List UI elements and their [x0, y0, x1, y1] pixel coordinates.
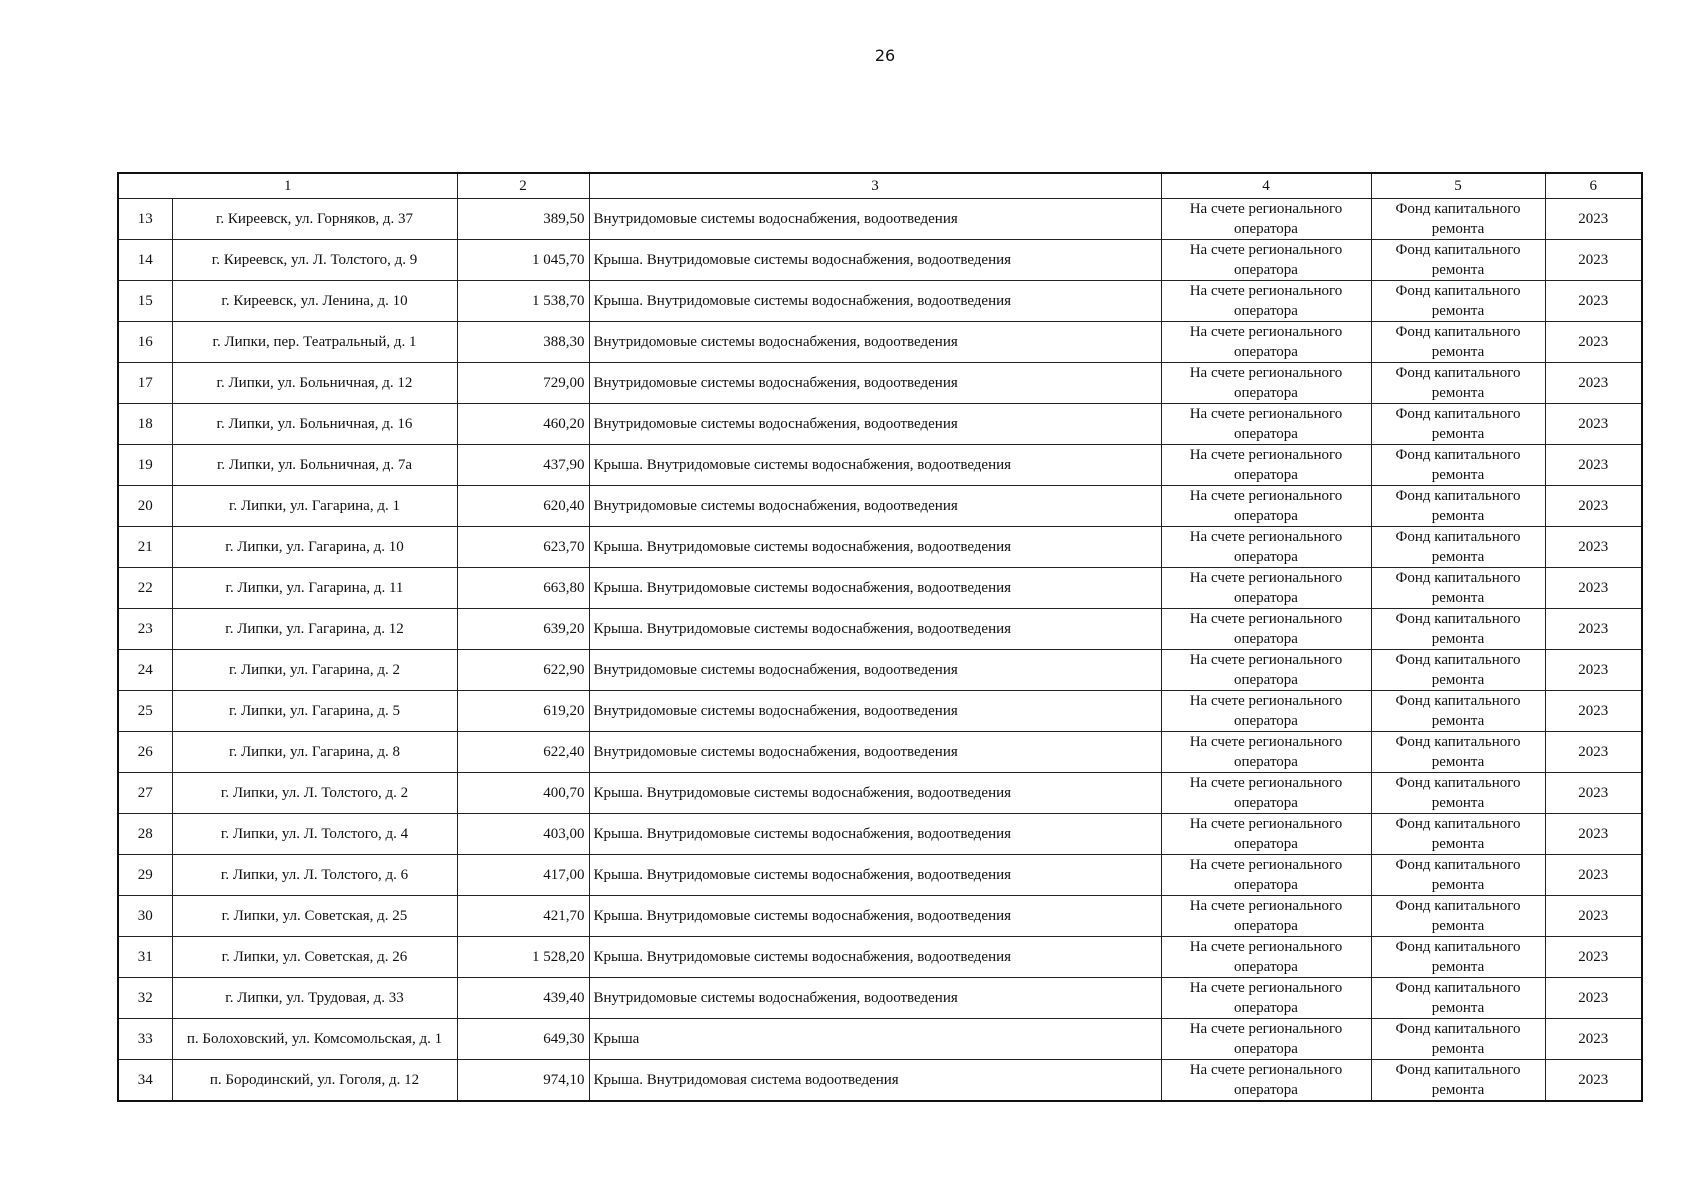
row-number: 29 [118, 855, 172, 896]
row-year: 2023 [1545, 281, 1642, 322]
row-account: На счете регионального оператора [1161, 1019, 1371, 1060]
table-body [118, 199, 1642, 1102]
row-area: 729,00 [457, 363, 589, 404]
row-source: Фонд капитального ремонта [1371, 773, 1545, 814]
row-number: 24 [118, 650, 172, 691]
row-source: Фонд капитального ремонта [1371, 199, 1545, 240]
row-year: 2023 [1545, 527, 1642, 568]
row-account: На счете регионального оператора [1161, 773, 1371, 814]
row-source: Фонд капитального ремонта [1371, 732, 1545, 773]
row-year: 2023 [1545, 240, 1642, 281]
table-row [118, 445, 1642, 486]
row-address: г. Липки, ул. Гагарина, д. 5 [172, 691, 457, 732]
row-account: На счете регионального оператора [1161, 650, 1371, 691]
row-account: На счете регионального оператора [1161, 568, 1371, 609]
row-area: 437,90 [457, 445, 589, 486]
row-address: г. Липки, ул. Советская, д. 26 [172, 937, 457, 978]
table-row [118, 896, 1642, 937]
row-year: 2023 [1545, 855, 1642, 896]
row-address: г. Киреевск, ул. Горняков, д. 37 [172, 199, 457, 240]
row-works: Внутридомовые системы водоснабжения, водоотведения [589, 199, 1161, 240]
row-number: 32 [118, 978, 172, 1019]
row-address: г. Липки, ул. Л. Толстого, д. 4 [172, 814, 457, 855]
row-address: п. Бородинский, ул. Гоголя, д. 12 [172, 1060, 457, 1102]
row-number: 14 [118, 240, 172, 281]
table-row [118, 281, 1642, 322]
row-works: Внутридомовые системы водоснабжения, водоотведения [589, 486, 1161, 527]
row-year: 2023 [1545, 978, 1642, 1019]
row-number: 17 [118, 363, 172, 404]
row-account: На счете регионального оператора [1161, 486, 1371, 527]
row-source: Фонд капитального ремонта [1371, 691, 1545, 732]
row-year: 2023 [1545, 404, 1642, 445]
table-row [118, 527, 1642, 568]
row-source: Фонд капитального ремонта [1371, 1060, 1545, 1102]
row-year: 2023 [1545, 1019, 1642, 1060]
row-works: Внутридомовые системы водоснабжения, водоотведения [589, 732, 1161, 773]
row-source: Фонд капитального ремонта [1371, 650, 1545, 691]
row-source: Фонд капитального ремонта [1371, 281, 1545, 322]
table-row [118, 486, 1642, 527]
header-col-4: 4 [1161, 173, 1371, 199]
row-area: 439,40 [457, 978, 589, 1019]
row-area: 619,20 [457, 691, 589, 732]
row-number: 33 [118, 1019, 172, 1060]
header-col-1: 1 [118, 173, 457, 199]
row-area: 639,20 [457, 609, 589, 650]
row-account: На счете регионального оператора [1161, 527, 1371, 568]
row-works: Крыша. Внутридомовая система водоотведения [589, 1060, 1161, 1102]
row-works: Внутридомовые системы водоснабжения, водоотведения [589, 404, 1161, 445]
row-year: 2023 [1545, 609, 1642, 650]
row-works: Крыша [589, 1019, 1161, 1060]
row-source: Фонд капитального ремонта [1371, 404, 1545, 445]
row-works: Внутридомовые системы водоснабжения, водоотведения [589, 363, 1161, 404]
row-works: Крыша. Внутридомовые системы водоснабжения, водоотведения [589, 609, 1161, 650]
row-account: На счете регионального оператора [1161, 199, 1371, 240]
row-number: 13 [118, 199, 172, 240]
row-number: 25 [118, 691, 172, 732]
row-address: г. Липки, ул. Л. Толстого, д. 2 [172, 773, 457, 814]
row-address: г. Липки, ул. Гагарина, д. 1 [172, 486, 457, 527]
row-works: Внутридомовые системы водоснабжения, водоотведения [589, 322, 1161, 363]
row-number: 31 [118, 937, 172, 978]
row-area: 417,00 [457, 855, 589, 896]
row-year: 2023 [1545, 568, 1642, 609]
row-address: г. Липки, ул. Советская, д. 25 [172, 896, 457, 937]
table-row [118, 814, 1642, 855]
table-row [118, 937, 1642, 978]
row-works: Крыша. Внутридомовые системы водоснабжения, водоотведения [589, 281, 1161, 322]
row-number: 23 [118, 609, 172, 650]
row-address: г. Липки, ул. Гагарина, д. 2 [172, 650, 457, 691]
row-works: Крыша. Внутридомовые системы водоснабжения, водоотведения [589, 527, 1161, 568]
row-number: 22 [118, 568, 172, 609]
row-number: 18 [118, 404, 172, 445]
row-account: На счете регионального оператора [1161, 322, 1371, 363]
row-area: 403,00 [457, 814, 589, 855]
table-row [118, 650, 1642, 691]
row-area: 974,10 [457, 1060, 589, 1102]
row-works: Крыша. Внутридомовые системы водоснабжения, водоотведения [589, 855, 1161, 896]
row-source: Фонд капитального ремонта [1371, 240, 1545, 281]
row-source: Фонд капитального ремонта [1371, 527, 1545, 568]
row-year: 2023 [1545, 445, 1642, 486]
row-source: Фонд капитального ремонта [1371, 855, 1545, 896]
row-number: 26 [118, 732, 172, 773]
header-row [118, 173, 1642, 199]
row-year: 2023 [1545, 1060, 1642, 1102]
row-address: п. Болоховский, ул. Комсомольская, д. 1 [172, 1019, 457, 1060]
row-account: На счете регионального оператора [1161, 445, 1371, 486]
row-works: Крыша. Внутридомовые системы водоснабжения, водоотведения [589, 240, 1161, 281]
row-year: 2023 [1545, 937, 1642, 978]
row-address: г. Липки, ул. Трудовая, д. 33 [172, 978, 457, 1019]
row-account: На счете регионального оператора [1161, 240, 1371, 281]
row-area: 388,30 [457, 322, 589, 363]
table-row [118, 363, 1642, 404]
row-year: 2023 [1545, 814, 1642, 855]
row-source: Фонд капитального ремонта [1371, 937, 1545, 978]
row-year: 2023 [1545, 773, 1642, 814]
row-address: г. Липки, ул. Гагарина, д. 11 [172, 568, 457, 609]
row-number: 21 [118, 527, 172, 568]
row-area: 620,40 [457, 486, 589, 527]
row-source: Фонд капитального ремонта [1371, 486, 1545, 527]
row-area: 1 528,20 [457, 937, 589, 978]
row-works: Крыша. Внутридомовые системы водоснабжения, водоотведения [589, 814, 1161, 855]
row-address: г. Липки, ул. Гагарина, д. 12 [172, 609, 457, 650]
row-works: Внутридомовые системы водоснабжения, водоотведения [589, 691, 1161, 732]
row-year: 2023 [1545, 199, 1642, 240]
row-works: Крыша. Внутридомовые системы водоснабжения, водоотведения [589, 445, 1161, 486]
row-year: 2023 [1545, 691, 1642, 732]
row-works: Внутридомовые системы водоснабжения, водоотведения [589, 978, 1161, 1019]
row-number: 28 [118, 814, 172, 855]
row-number: 30 [118, 896, 172, 937]
row-works: Крыша. Внутридомовые системы водоснабжения, водоотведения [589, 568, 1161, 609]
row-area: 1 045,70 [457, 240, 589, 281]
header-col-3: 3 [589, 173, 1161, 199]
row-area: 622,40 [457, 732, 589, 773]
row-works: Крыша. Внутридомовые системы водоснабжения, водоотведения [589, 937, 1161, 978]
row-area: 663,80 [457, 568, 589, 609]
row-area: 649,30 [457, 1019, 589, 1060]
row-source: Фонд капитального ремонта [1371, 445, 1545, 486]
row-source: Фонд капитального ремонта [1371, 1019, 1545, 1060]
row-address: г. Липки, ул. Больничная, д. 12 [172, 363, 457, 404]
row-works: Внутридомовые системы водоснабжения, водоотведения [589, 650, 1161, 691]
header-col-6: 6 [1545, 173, 1642, 199]
row-number: 19 [118, 445, 172, 486]
row-source: Фонд капитального ремонта [1371, 568, 1545, 609]
row-address: г. Липки, ул. Л. Толстого, д. 6 [172, 855, 457, 896]
row-address: г. Липки, ул. Гагарина, д. 10 [172, 527, 457, 568]
row-account: На счете регионального оператора [1161, 281, 1371, 322]
row-area: 622,90 [457, 650, 589, 691]
table-row [118, 322, 1642, 363]
row-address: г. Липки, ул. Гагарина, д. 8 [172, 732, 457, 773]
row-account: На счете регионального оператора [1161, 937, 1371, 978]
row-account: На счете регионального оператора [1161, 978, 1371, 1019]
table-row [118, 568, 1642, 609]
table-row [118, 609, 1642, 650]
header-col-5: 5 [1371, 173, 1545, 199]
row-number: 15 [118, 281, 172, 322]
row-account: На счете регионального оператора [1161, 1060, 1371, 1102]
row-source: Фонд капитального ремонта [1371, 609, 1545, 650]
row-area: 623,70 [457, 527, 589, 568]
row-number: 20 [118, 486, 172, 527]
row-address: г. Липки, ул. Больничная, д. 16 [172, 404, 457, 445]
table-row [118, 855, 1642, 896]
row-account: На счете регионального оператора [1161, 855, 1371, 896]
row-area: 421,70 [457, 896, 589, 937]
table-row [118, 1019, 1642, 1060]
row-works: Крыша. Внутридомовые системы водоснабжения, водоотведения [589, 896, 1161, 937]
table-row [118, 404, 1642, 445]
table-row [118, 691, 1642, 732]
table-header [118, 173, 1642, 199]
row-area: 460,20 [457, 404, 589, 445]
row-number: 16 [118, 322, 172, 363]
row-year: 2023 [1545, 732, 1642, 773]
row-account: На счете регионального оператора [1161, 691, 1371, 732]
row-source: Фонд капитального ремонта [1371, 896, 1545, 937]
row-account: На счете регионального оператора [1161, 404, 1371, 445]
row-account: На счете регионального оператора [1161, 814, 1371, 855]
row-number: 27 [118, 773, 172, 814]
row-account: На счете регионального оператора [1161, 732, 1371, 773]
row-account: На счете регионального оператора [1161, 363, 1371, 404]
row-year: 2023 [1545, 363, 1642, 404]
row-area: 400,70 [457, 773, 589, 814]
row-number: 34 [118, 1060, 172, 1102]
row-address: г. Липки, пер. Театральный, д. 1 [172, 322, 457, 363]
page-number: 26 [874, 46, 896, 65]
table-row [118, 240, 1642, 281]
row-area: 389,50 [457, 199, 589, 240]
row-address: г. Липки, ул. Больничная, д. 7а [172, 445, 457, 486]
header-col-2: 2 [457, 173, 589, 199]
row-account: На счете регионального оператора [1161, 609, 1371, 650]
row-works: Крыша. Внутридомовые системы водоснабжения, водоотведения [589, 773, 1161, 814]
row-source: Фонд капитального ремонта [1371, 814, 1545, 855]
table-row [118, 732, 1642, 773]
table-row [118, 199, 1642, 240]
row-year: 2023 [1545, 486, 1642, 527]
table-row [118, 1060, 1642, 1102]
table-row [118, 773, 1642, 814]
capital-repair-table [117, 172, 1643, 1102]
row-source: Фонд капитального ремонта [1371, 978, 1545, 1019]
row-address: г. Киреевск, ул. Ленина, д. 10 [172, 281, 457, 322]
row-address: г. Киреевск, ул. Л. Толстого, д. 9 [172, 240, 457, 281]
row-source: Фонд капитального ремонта [1371, 322, 1545, 363]
row-year: 2023 [1545, 650, 1642, 691]
row-source: Фонд капитального ремонта [1371, 363, 1545, 404]
row-account: На счете регионального оператора [1161, 896, 1371, 937]
row-year: 2023 [1545, 322, 1642, 363]
table-row [118, 978, 1642, 1019]
row-area: 1 538,70 [457, 281, 589, 322]
row-year: 2023 [1545, 896, 1642, 937]
